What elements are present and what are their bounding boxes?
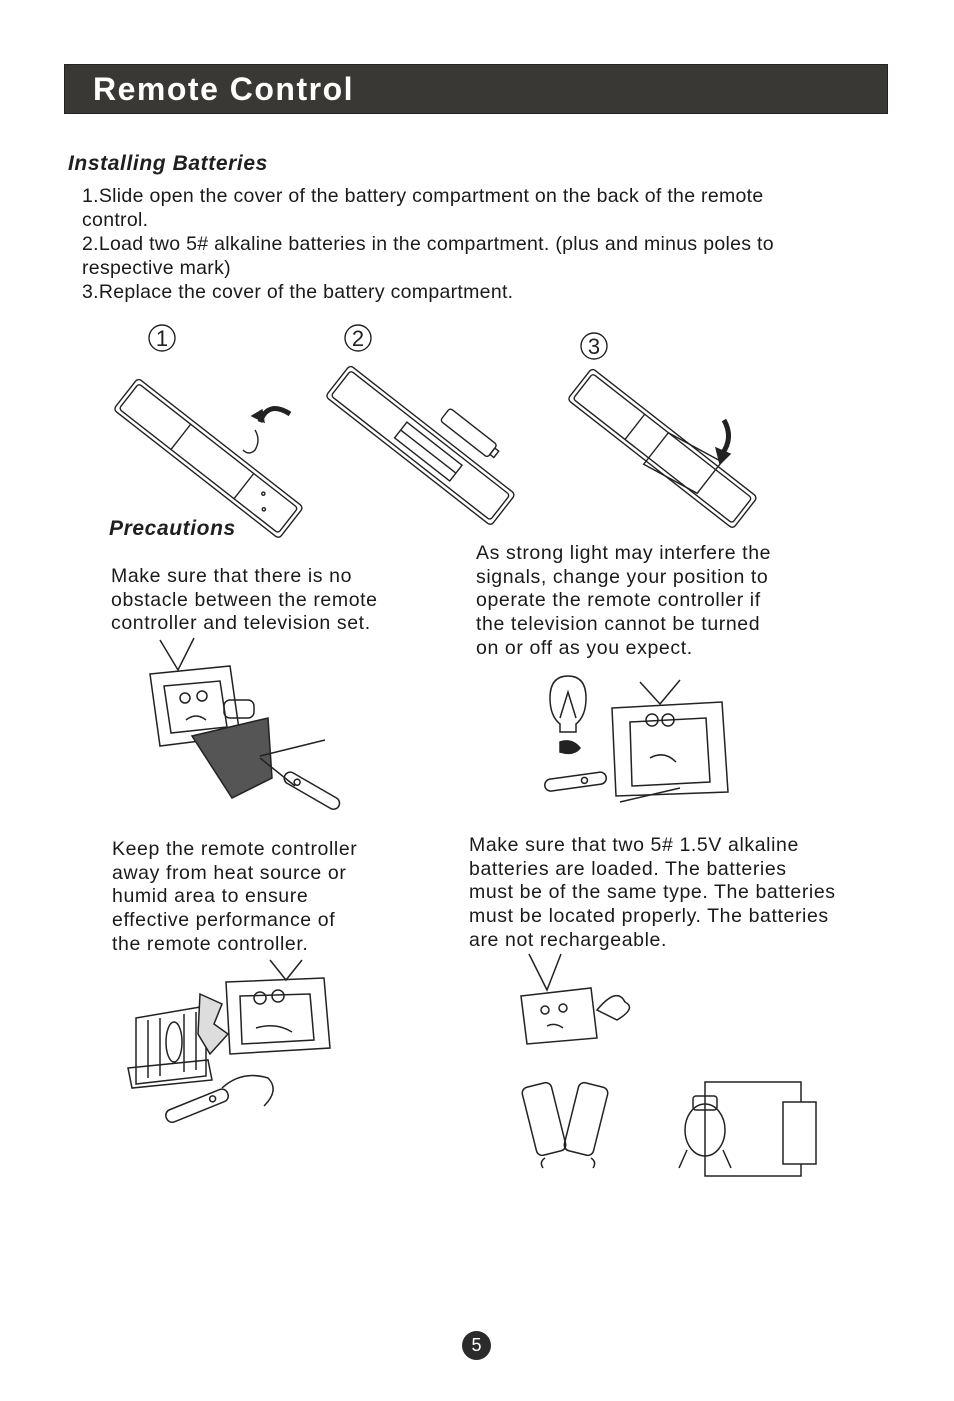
text-line: must be located properly. The batteries: [469, 905, 829, 928]
page-title: Remote Control: [93, 71, 354, 107]
step-line: control.: [82, 209, 149, 231]
strong-light-text: [476, 542, 836, 661]
remote-icon: [544, 771, 607, 792]
text-line: the remote controller.: [112, 932, 309, 955]
text-line: away from heat source or: [112, 861, 347, 884]
text-line: effective performance of: [112, 909, 336, 932]
text-line: controller and television set.: [111, 612, 371, 635]
light-bulb-icon: [550, 676, 586, 732]
page-number-badge: 5: [462, 1331, 491, 1360]
battery-character-icon: [521, 1081, 567, 1156]
text-line: humid area to ensure: [112, 885, 309, 908]
precautions-heading: Precautions: [109, 517, 236, 540]
finger-icon: [243, 430, 258, 453]
text-line: are not rechargeable.: [469, 928, 667, 951]
tv-icon: [521, 988, 597, 1044]
text-line: the television cannot be turned: [476, 613, 761, 636]
remote-icon: [282, 770, 342, 811]
remote-open-cover: [113, 378, 303, 539]
curved-arrow-icon: [260, 409, 290, 422]
battery-icon: [440, 408, 501, 461]
battery-character-icon: [563, 1081, 609, 1156]
step-3-label: 3: [587, 334, 601, 359]
hand-icon: [597, 996, 630, 1020]
step-2-label: 2: [351, 326, 365, 351]
remote-icon: [164, 1087, 230, 1124]
text-line: signals, change your position to: [476, 565, 769, 588]
heat-source-text: [112, 838, 432, 957]
tv-obstacle-illustration: [120, 636, 360, 806]
tv-strong-light-illustration: [540, 668, 760, 818]
arrow-head-icon: [252, 410, 264, 422]
text-line: Keep the remote controller: [112, 838, 358, 860]
installing-batteries-heading: Installing Batteries: [68, 152, 268, 175]
step-line: 1.Slide open the cover of the battery compartment on the back of the remote: [82, 185, 764, 207]
battery-install-illustration: [120, 320, 840, 530]
compartment-slot-icon: [783, 1102, 816, 1164]
battery-cartoon-illustration: [505, 950, 835, 1180]
text-line: must be of the same type. The batteries: [469, 881, 836, 904]
remote-loading-batteries: [325, 365, 515, 526]
step-line: 3.Replace the cover of the battery compartment.: [82, 281, 514, 303]
arrow-head-icon: [716, 448, 730, 464]
installing-steps: [82, 184, 882, 304]
text-line: on or off as you expect.: [476, 636, 693, 659]
obstacle-text: [111, 565, 441, 636]
tv-heat-illustration: [120, 958, 360, 1138]
remote-cover-closed: [565, 363, 761, 532]
step-line: 2.Load two 5# alkaline batteries in the compartment. (plus and minus poles to: [82, 233, 774, 255]
down-arrow-icon: [722, 420, 729, 454]
text-line: Make sure that there is no: [111, 565, 353, 587]
text-line: operate the remote controller if: [476, 589, 761, 612]
text-line: As strong light may interfere the: [476, 542, 772, 564]
step-line: respective mark): [82, 257, 231, 279]
text-line: batteries are loaded. The batteries: [469, 857, 787, 880]
text-line: obstacle between the remote: [111, 588, 378, 611]
text-line: Make sure that two 5# 1.5V alkaline: [469, 834, 799, 856]
header-bar: [64, 64, 888, 114]
step-1-label: 1: [155, 326, 169, 351]
battery-type-text: [469, 834, 889, 953]
